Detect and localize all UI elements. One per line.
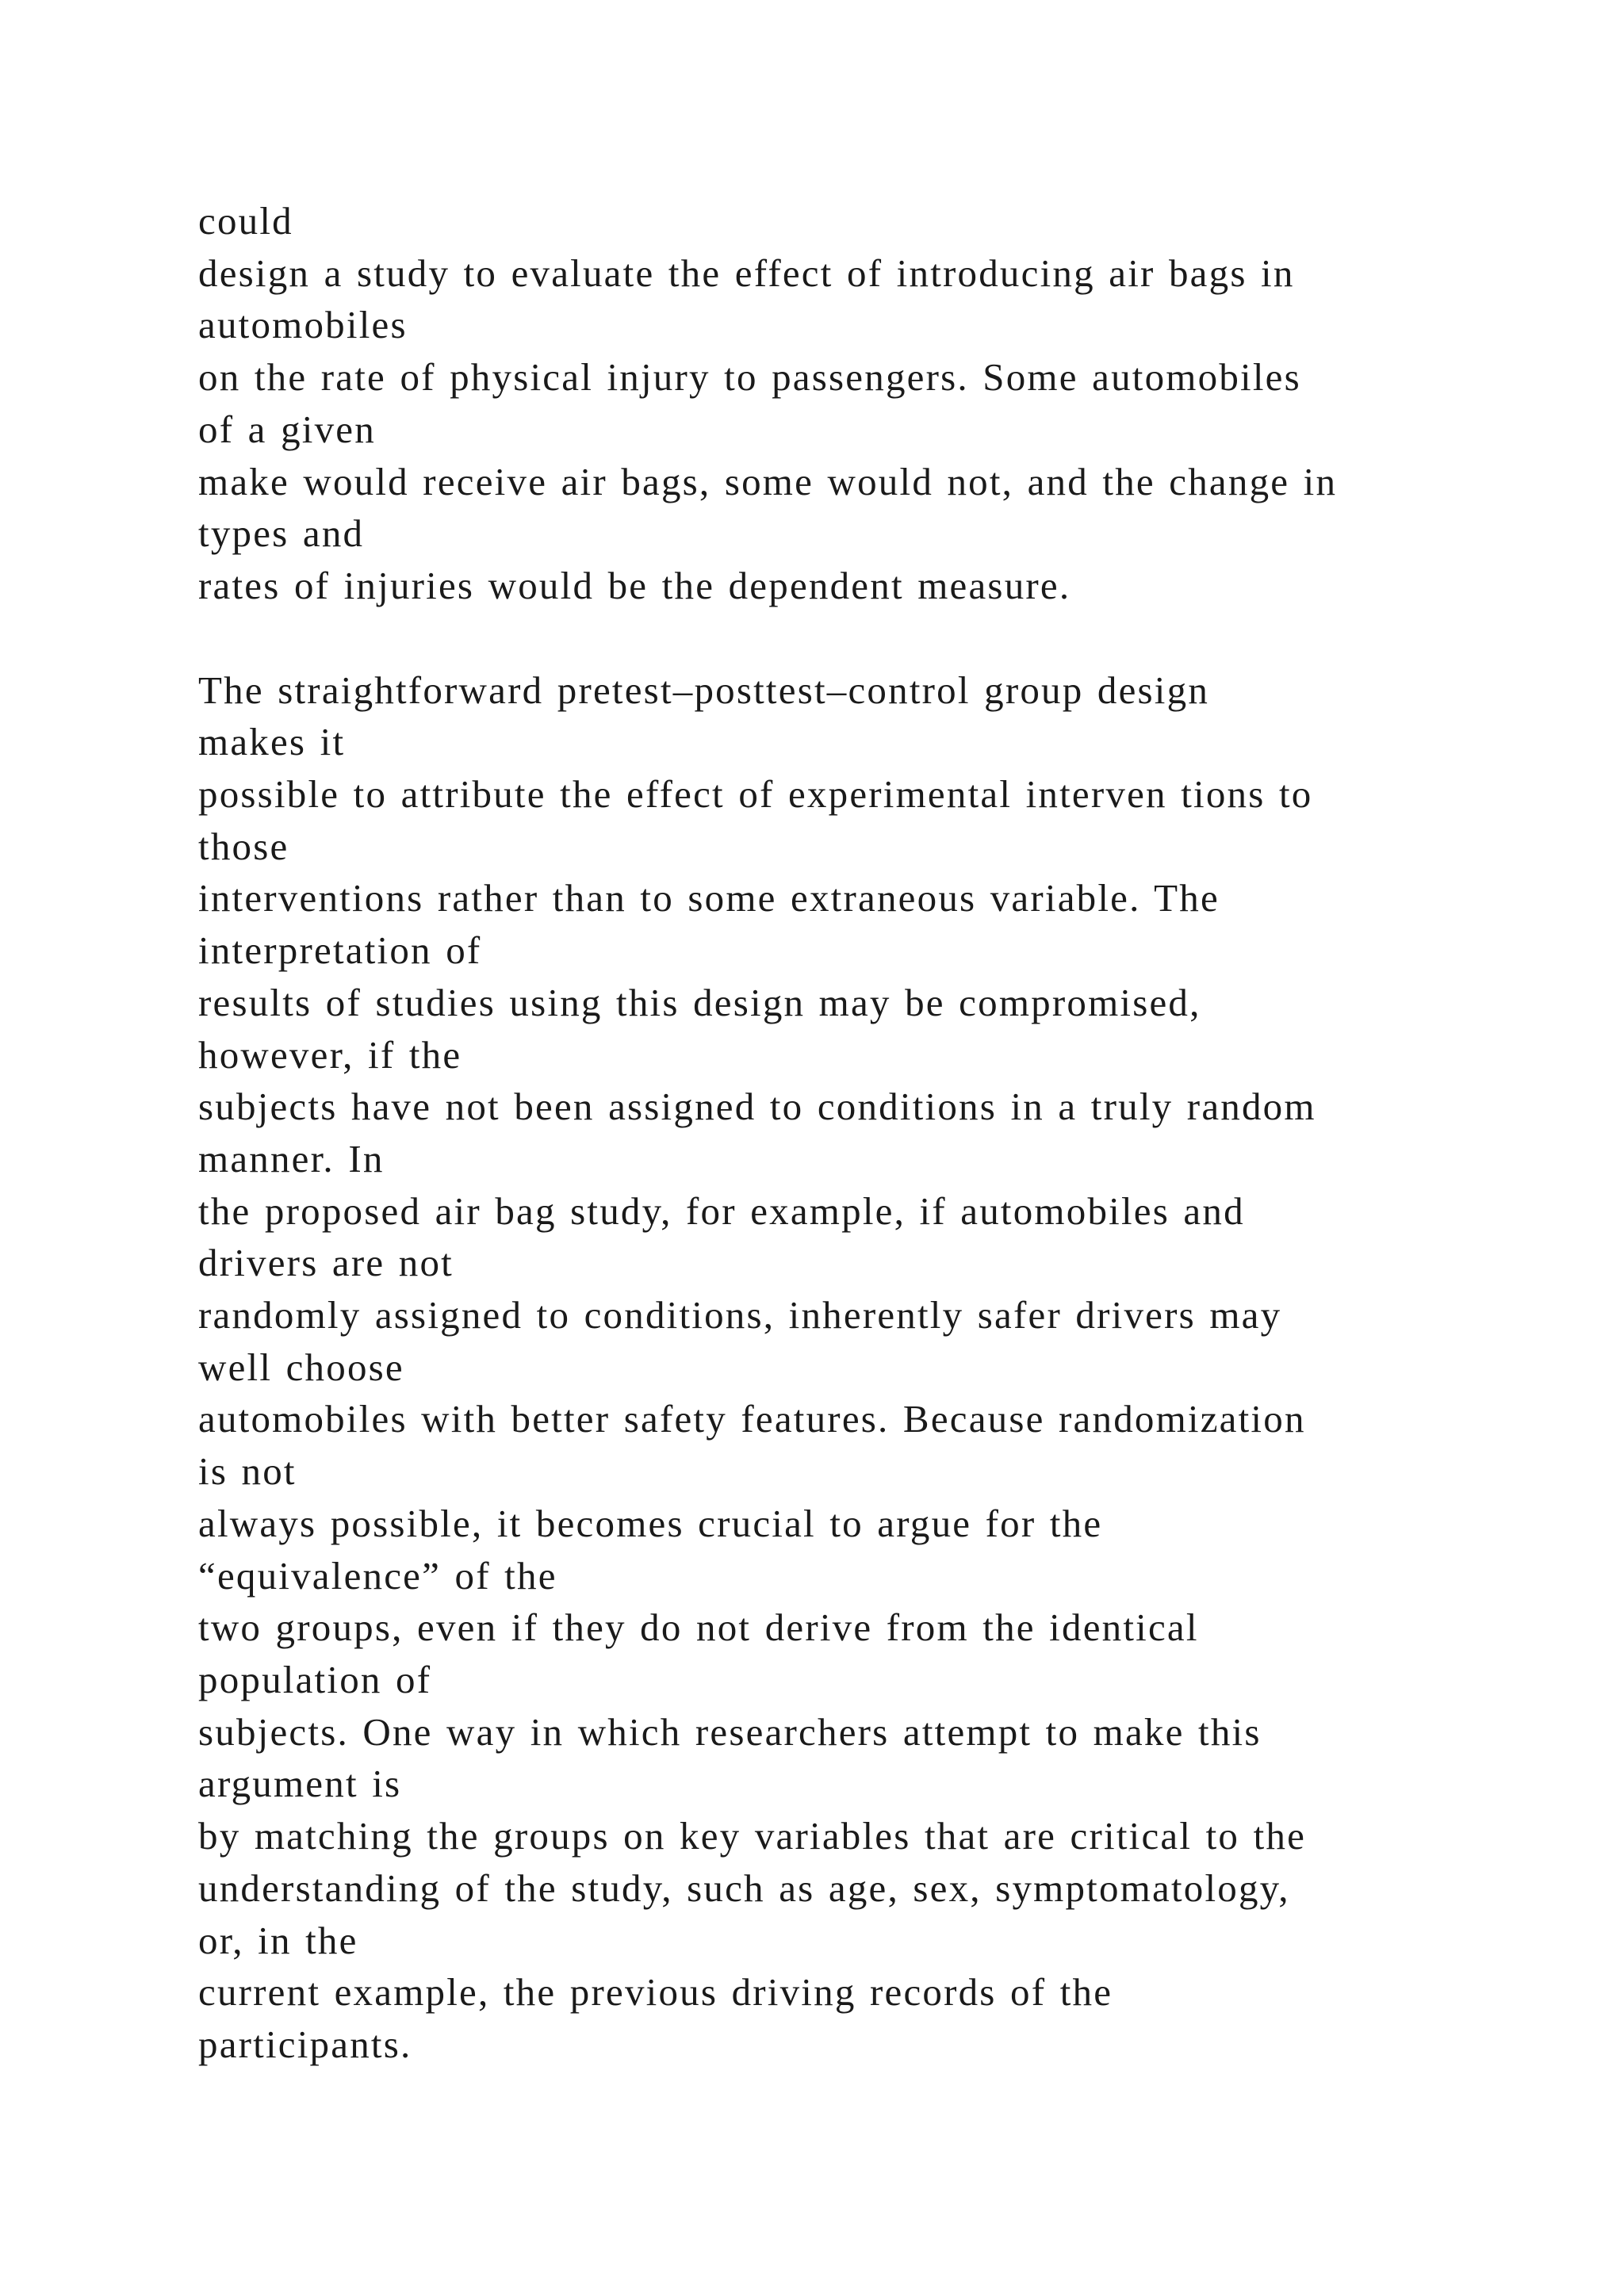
text-line: results of studies using this design may be compromised, xyxy=(198,980,1201,1024)
text-line: on the rate of physical injury to passengers. Some automobiles xyxy=(198,355,1301,400)
text-line: rates of injuries would be the dependent measure. xyxy=(198,563,1071,607)
text-line: is not xyxy=(198,1449,297,1494)
text-line: could xyxy=(198,199,293,243)
text-line: or, in the xyxy=(198,1918,358,1962)
text-line: participants. xyxy=(198,2022,412,2066)
text-line: interventions rather than to some extraneous variable. The xyxy=(198,876,1220,920)
text-line: always possible, it becomes crucial to argue for the xyxy=(198,1501,1103,1545)
text-line: population of xyxy=(198,1657,432,1701)
text-line: however, if the xyxy=(198,1032,462,1077)
text-line: randomly assigned to conditions, inherently safer drivers may xyxy=(198,1293,1282,1337)
text-line: the proposed air bag study, for example, if automobiles and xyxy=(198,1188,1245,1233)
text-line: two groups, even if they do not derive from the identical xyxy=(198,1605,1199,1650)
text-line: well choose xyxy=(198,1345,404,1389)
text-line: design a study to evaluate the effect of introducing air bags in xyxy=(198,251,1295,295)
text-line: of a given xyxy=(198,407,376,451)
paragraph-air-bag-study xyxy=(198,195,1530,612)
text-line: “equivalence” of the xyxy=(198,1553,557,1598)
text-line: The straightforward pretest–posttest–control group design xyxy=(198,668,1210,712)
text-line: by matching the groups on key variables that are critical to the xyxy=(198,1814,1307,1858)
text-line: subjects have not been assigned to conditions in a truly random xyxy=(198,1085,1316,1129)
text-line: drivers are not xyxy=(198,1241,454,1285)
text-line: those xyxy=(198,824,289,868)
text-line: makes it xyxy=(198,720,346,764)
text-line: possible to attribute the effect of experimental interven tions to xyxy=(198,772,1313,817)
paragraph-control-group-design xyxy=(198,664,1530,2071)
text-line: argument is xyxy=(198,1762,402,1806)
text-line: types and xyxy=(198,511,365,556)
text-line: current example, the previous driving records of the xyxy=(198,1970,1113,2015)
text-line: make would receive air bags, some would not, and the change in xyxy=(198,459,1338,503)
text-line: automobiles xyxy=(198,303,408,347)
text-line: manner. In xyxy=(198,1136,385,1181)
text-line: subjects. One way in which researchers attempt to make this xyxy=(198,1709,1262,1754)
text-line: interpretation of xyxy=(198,928,482,973)
text-line: understanding of the study, such as age, sex, symptomatology, xyxy=(198,1866,1290,1910)
text-line: automobiles with better safety features. Because randomization xyxy=(198,1397,1306,1441)
document-page xyxy=(198,195,1530,2071)
